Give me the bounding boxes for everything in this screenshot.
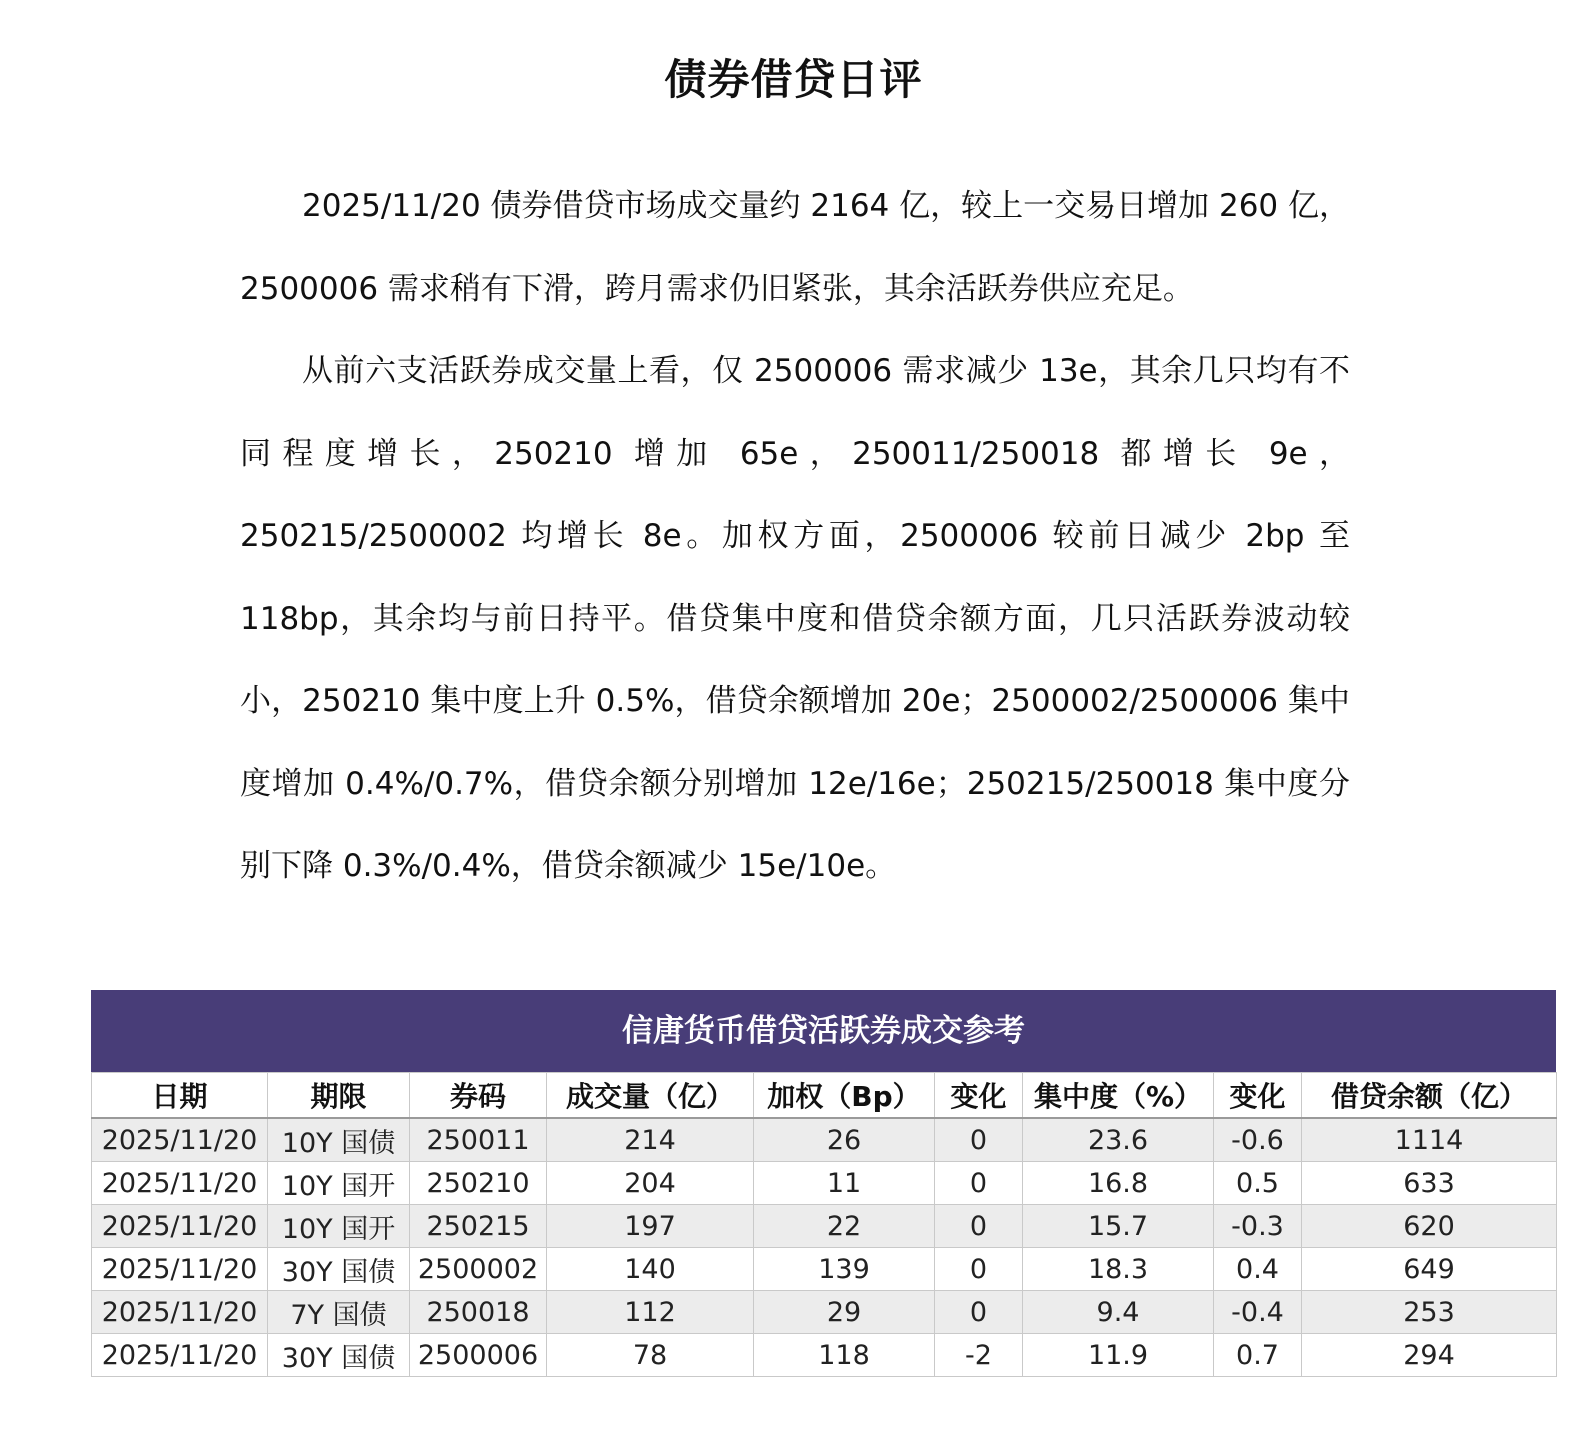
column-header-outstanding-balance: 借贷余额（亿） <box>1302 1073 1557 1119</box>
cell-bond-code: 250018 <box>410 1291 547 1334</box>
cell-tenor: 10Y 国开 <box>268 1162 410 1205</box>
cell-tenor: 10Y 国债 <box>268 1118 410 1162</box>
cell-volume: 112 <box>547 1291 754 1334</box>
cell-weighted-rate: 29 <box>754 1291 935 1334</box>
cell-volume: 214 <box>547 1118 754 1162</box>
cell-weighted-rate: 22 <box>754 1205 935 1248</box>
cell-bond-code: 2500006 <box>410 1334 547 1377</box>
cell-outstanding-balance: 1114 <box>1302 1118 1557 1162</box>
column-header-tenor: 期限 <box>268 1073 410 1119</box>
cell-bond-code: 2500002 <box>410 1248 547 1291</box>
cell-rate-change: 0 <box>935 1291 1023 1334</box>
cell-date: 2025/11/20 <box>92 1248 268 1291</box>
cell-concentration-change: -0.3 <box>1214 1205 1302 1248</box>
cell-weighted-rate: 26 <box>754 1118 935 1162</box>
cell-bond-code: 250215 <box>410 1205 547 1248</box>
cell-weighted-rate: 11 <box>754 1162 935 1205</box>
cell-concentration: 15.7 <box>1023 1205 1214 1248</box>
paragraph-details: 从前六支活跃券成交量上看，仅 2500006 需求减少 13e，其余几只均有不同程度增长，250210 增加 65e，250011/250018 都增长 9e，250215/2500002 均增长 8e。加权方面，2500006 较前日减少 2bp 至 118bp，其余均与前日持平。借贷集中度和借贷余额方面，几只活跃券波动较小，250210 集中度上升 0.5%，借贷余额增加 20e；2500002/2500006 集中度增加 0.4%/0.7%，借贷余额分别增加 12e/16e；250215/250018 集中度分别下降 0.3%/0.4%，借贷余额减少 15e/10e。 <box>240 353 1350 884</box>
table-row <box>92 1248 1557 1291</box>
paragraph-summary: 2025/11/20 债券借贷市场成交量约 2164 亿，较上一交易日增加 260 亿，2500006 需求稍有下滑，跨月需求仍旧紧张，其余活跃券供应充足。 <box>240 188 1351 307</box>
cell-concentration-change: 0.5 <box>1214 1162 1302 1205</box>
cell-volume: 78 <box>547 1334 754 1377</box>
cell-weighted-rate: 118 <box>754 1334 935 1377</box>
cell-concentration-change: -0.4 <box>1214 1291 1302 1334</box>
cell-outstanding-balance: 620 <box>1302 1205 1557 1248</box>
cell-bond-code: 250210 <box>410 1162 547 1205</box>
cell-date: 2025/11/20 <box>92 1118 268 1162</box>
table-row <box>92 1205 1557 1248</box>
cell-bond-code: 250011 <box>410 1118 547 1162</box>
column-header-concentration-change: 变化 <box>1214 1073 1302 1119</box>
column-header-rate-change: 变化 <box>935 1073 1023 1119</box>
cell-date: 2025/11/20 <box>92 1162 268 1205</box>
active-bond-table <box>91 990 1556 1377</box>
table-row <box>92 1118 1557 1162</box>
page-title: 债券借贷日评 <box>664 55 923 104</box>
cell-concentration: 9.4 <box>1023 1291 1214 1334</box>
cell-volume: 140 <box>547 1248 754 1291</box>
cell-concentration: 16.8 <box>1023 1162 1214 1205</box>
cell-concentration: 11.9 <box>1023 1334 1214 1377</box>
table-row <box>92 1162 1557 1205</box>
cell-outstanding-balance: 649 <box>1302 1248 1557 1291</box>
cell-outstanding-balance: 253 <box>1302 1291 1557 1334</box>
cell-date: 2025/11/20 <box>92 1334 268 1377</box>
commentary-body <box>240 165 1350 908</box>
cell-tenor: 7Y 国债 <box>268 1291 410 1334</box>
cell-outstanding-balance: 633 <box>1302 1162 1557 1205</box>
column-header-weighted-rate: 加权（Bp） <box>754 1073 935 1119</box>
cell-date: 2025/11/20 <box>92 1291 268 1334</box>
cell-volume: 204 <box>547 1162 754 1205</box>
table-row <box>92 1291 1557 1334</box>
cell-date: 2025/11/20 <box>92 1205 268 1248</box>
cell-volume: 197 <box>547 1205 754 1248</box>
column-header-date: 日期 <box>92 1073 268 1119</box>
cell-rate-change: 0 <box>935 1162 1023 1205</box>
cell-weighted-rate: 139 <box>754 1248 935 1291</box>
cell-concentration: 18.3 <box>1023 1248 1214 1291</box>
cell-rate-change: 0 <box>935 1205 1023 1248</box>
cell-tenor: 30Y 国债 <box>268 1334 410 1377</box>
column-header-concentration: 集中度（%） <box>1023 1073 1214 1119</box>
column-header-volume: 成交量（亿） <box>547 1073 754 1119</box>
cell-rate-change: 0 <box>935 1118 1023 1162</box>
cell-rate-change: -2 <box>935 1334 1023 1377</box>
table-row <box>92 1334 1557 1377</box>
cell-concentration-change: 0.7 <box>1214 1334 1302 1377</box>
table-header-row <box>92 1073 1557 1119</box>
cell-concentration-change: 0.4 <box>1214 1248 1302 1291</box>
cell-outstanding-balance: 294 <box>1302 1334 1557 1377</box>
table-caption: 信唐货币借贷活跃券成交参考 <box>91 990 1556 1072</box>
column-header-bond-code: 券码 <box>410 1073 547 1119</box>
cell-rate-change: 0 <box>935 1248 1023 1291</box>
cell-concentration: 23.6 <box>1023 1118 1214 1162</box>
cell-concentration-change: -0.6 <box>1214 1118 1302 1162</box>
bond-lending-table <box>91 1072 1557 1377</box>
cell-tenor: 30Y 国债 <box>268 1248 410 1291</box>
cell-tenor: 10Y 国开 <box>268 1205 410 1248</box>
